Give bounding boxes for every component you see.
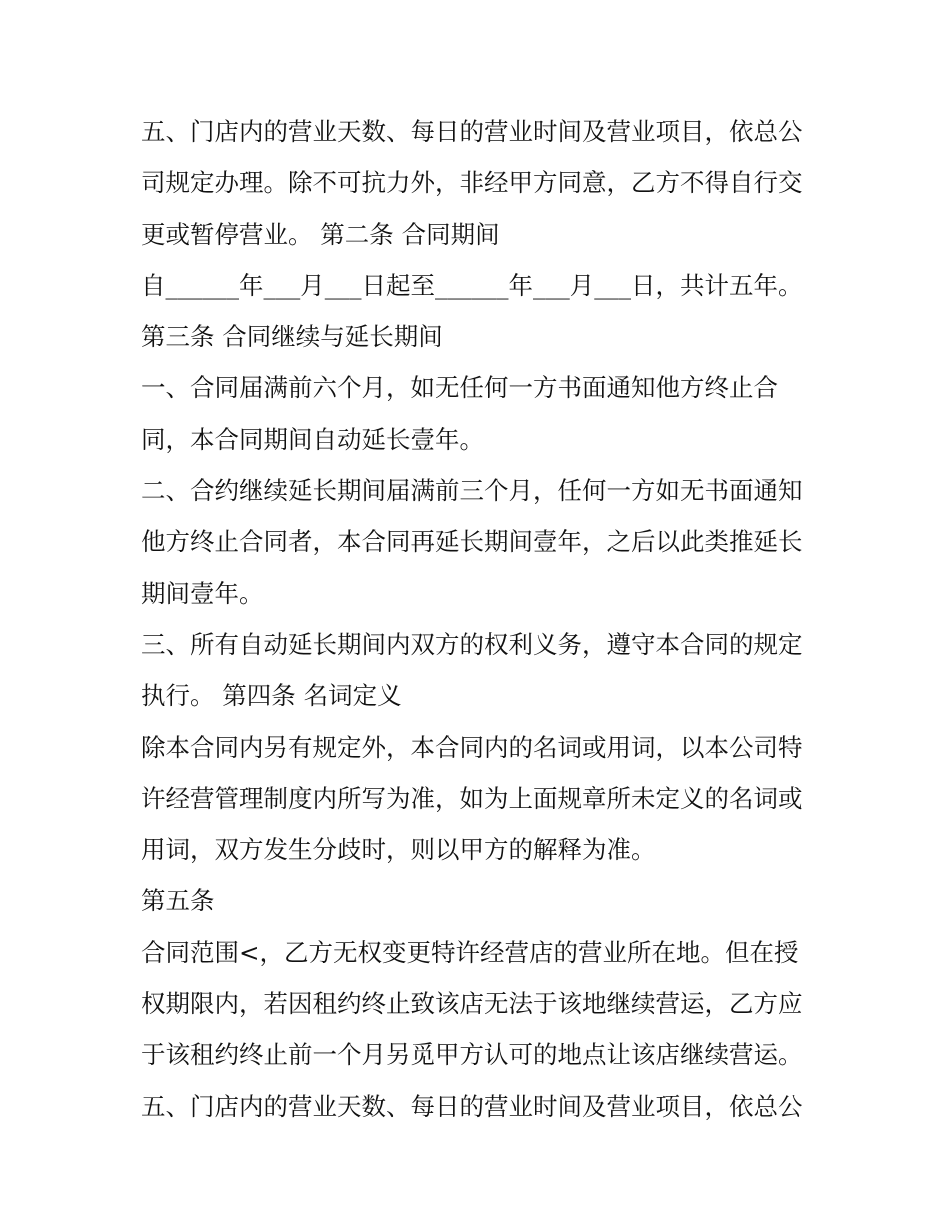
text-line: 期间壹年。 [141,578,264,608]
text-line: 执行。 第四条 名词定义 [141,681,402,711]
text-line: 三、所有自动延长期间内双方的权利义务，遵守本合同的规定 [141,629,803,659]
text-line: 同，本合同期间自动延长壹年。 [141,424,484,454]
text-line: 一、合同届满前六个月，如无任何一方书面通知他方终止合 [141,373,778,403]
text-line: 五、门店内的营业天数、每日的营业时间及营业项目，依总公 [141,1091,803,1121]
text-line: 五、门店内的营业天数、每日的营业时间及营业项目，依总公 [141,117,803,146]
text-line: 用词，双方发生分歧时，则以甲方的解释为准。 [141,835,656,865]
text-line: 他方终止合同者，本合同再延长期间壹年，之后以此类推延长 [141,527,803,557]
text-line: 自______年___月___日起至______年___月___日，共计五年。 [141,270,803,300]
text-line: 权期限内，若因租约终止致该店无法于该地继续营运，乙方应 [141,989,803,1019]
text-line: 除本合同内另有规定外，本合同内的名词或用词，以本公司特 [141,732,803,762]
text-line: 第三条 合同继续与延长期间 [141,322,443,352]
contract-text [141,106,821,1132]
text-line: 第五条 [141,886,215,916]
text-line: 合同范围<，乙方无权变更特许经营店的营业所在地。但在授 [141,937,799,967]
text-line: 二、合约继续延长期间届满前三个月，任何一方如无书面通知 [141,476,803,506]
text-line: 许经营管理制度内所写为准，如为上面规章所未定义的名词或 [141,783,803,813]
text-line: 更或暂停营业。 第二条 合同期间 [141,219,500,249]
text-line: 于该租约终止前一个月另觅甲方认可的地点让该店继续营运。 [141,1040,803,1070]
text-line: 司规定办理。除不可抗力外，非经甲方同意，乙方不得自行交 [141,168,803,198]
